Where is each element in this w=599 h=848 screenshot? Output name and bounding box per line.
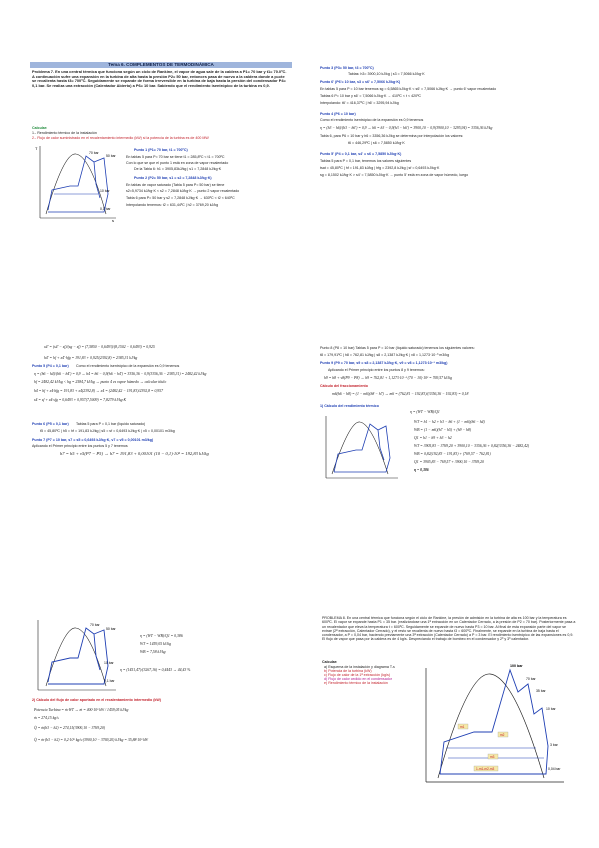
fraction-heading: Cálculo del fraccionamiento (320, 384, 368, 388)
heat-flow-heading: 2) Cálculo del flujo de calor aportado en el recalentamiento intermedio (kW) (32, 698, 161, 702)
point-6-heading: Punto 6 (P5 = 0,1 bar) (32, 422, 69, 426)
equation-4: s4 = sf + x4·sfg = 0,6493 + 0,957(7,5009) = 7,8279 kJ/kg·K (34, 398, 127, 402)
slide-problem-7-statement (30, 62, 292, 272)
point-5-heading: Punto 5 (P4 = 0,1 bar) (32, 364, 69, 368)
label-m2: m2 (500, 733, 505, 737)
label-m3: m3 (490, 755, 495, 759)
point-3-line-a: Tablas: h3= 3900,10 kJ/kg | s3 = 7,5066 kJ/kg·K (348, 72, 425, 76)
question-e: e) Rendimiento térmico de la instalación (324, 681, 388, 685)
point-7-line-a: Aplicando el Primer principio entre los puntos 5 y 7 tenemos (32, 444, 128, 448)
diagram-label-50bar: 50 bar (106, 154, 116, 158)
slide-points-4-7 (30, 338, 292, 548)
point-2-heading: Punto 2 (P2= 50 bar, s1 = s2 = 7,2848 kJ/kg·K) (134, 176, 212, 180)
point-2-line-a: En tablas de vapor saturado (Tabla 5 para P= 50 bar) se tiene (126, 183, 225, 187)
slide-points-3-6 (318, 62, 580, 272)
diagram-label-70bar: 70 bar (90, 623, 100, 627)
efficiency-line: η = 0,386 (414, 468, 429, 472)
efficiency-line: WT = 3905,83 − 3769,20 + 3900,10 − 3356,36 + 0,82(3356,36 − 2482,42) (414, 444, 530, 448)
problem-8-ts-diagram (418, 662, 566, 792)
point-3-heading: Punto 3 (P3= 50 bar, t3 = 700ºC) (320, 66, 374, 70)
point-2-line-c: Tabla 6 para P= 50 bar y s2 = 7,2848 kJ/kg·K → 630ºC < t2 < 640ºC (126, 196, 235, 200)
point-8-line-a: t8 = 179,91ºC | h8 = 762,81 kJ/kg | s8 = 2,1387 kJ/kg·K | v8 = 1,1273·10⁻³ m3/kg (320, 353, 450, 357)
point-5p-heading: Punto 5' (P4 = 0,1 bar, s4' = s6 = 7,5850 kJ/kg·K) (320, 152, 402, 156)
heat-line: WB = 7,58 kJ/kg (140, 650, 166, 654)
diagram-label-3bar: 3 bar (550, 743, 558, 747)
axis-s-label: s (112, 218, 114, 223)
point-2-line-b: s2=5,9734 kJ/kg·K < s2 = 7,2848 kJ/kg·K → punto 2 vapor recalentado (126, 189, 240, 193)
question-c: c) Flujo de calor de la 1ª extracción (kg/s) (324, 673, 391, 677)
diagram-label-50bar: 50 bar (106, 627, 116, 631)
diagram-label-01bar: 0,1 bar (100, 207, 111, 211)
point-4-line-c: t6 = 446,29ºC | s6 = 7,5850 kJ/kg·K (348, 141, 405, 145)
slide-problem-8-statement (318, 614, 580, 824)
diagram-label-70bar: 70 bar (89, 151, 99, 155)
diagram-label-004bar: 0,04 bar (548, 767, 561, 771)
point-6p-line-a: En tablas 5 para P = 10 bar tenemos sg = 6,5865 kJ/kg·K < s6' = 7,5066 kJ/kg·K → punto 6' vapor recalentado (320, 87, 497, 91)
point-6p-line-c: Interpolando: t6' = 416,37ºC | h6' = 3295,94 kJ/kg (320, 101, 399, 105)
diagram-label-70bar: 70 bar (526, 677, 536, 681)
label-m1: m1 (460, 725, 465, 729)
point-4-line-a: Como el rendimiento isentrópico de la expansión es 0,9 tenemos (320, 118, 424, 122)
diagram-label-10bar: 10 bar (100, 189, 110, 193)
question-d: d) Flujo de calor cedido en el condensador (324, 677, 392, 681)
point-1-line-b: Con lo que se que el punto 1 está en zona de vapor recalentado (126, 161, 229, 165)
reheat-ts-diagram (34, 618, 118, 694)
slide-points-8-9-efficiency (318, 338, 580, 548)
point-4-heading: Punto 4 (P6 = 10 bar) (320, 112, 356, 116)
point-4-line-b: Tabla 6, para P6 = 10 bar y h6 = 3356,36 kJ/kg se determina por interpolación los valores: (320, 134, 464, 138)
problem-8-statement: PROBLEMA 8. En una central térmica que funciona según el ciclo de Rankine, la presión de admisión en la turbina de alta es 100 bar y la temperatura es 600ºC. El vapor se expande hasta P1 = 35 bar. (realizándose una 1ª extracción en un Calentador Cerrado, a la presión de P2 = 70 bar). Posteriormente pasa a un recalentador que eleva la temperatura t = 600ºC. Seguidamente se expande de nuevo hasta P3 = 10 bar. Al final de esta expansión parte del vapor se extrae (2ª extracción, Calentador Cerrado), y el resto se recalienta de nuevo hasta t3 = 600ºC. Finalmente, se expande en la turbina de baja hasta el condensador, a P = 0,04 bar, haciendo previamente una 3ª extracción (Calentador Cerrado) a P = 3 bar. El rendimiento isentrópico de las expansiones es 0,9. El flujo de vapor que pasa por la caldera es de 4 kg/s. Despreciando el trabajo de bombeo en el condensador y 2º y 3º calentador. (322, 616, 576, 642)
heat-line: WT = 1459,05 kJ/kg (140, 642, 171, 646)
calcular-label: Calcular: (322, 660, 338, 664)
label-remaining: 1-m1-m2-m3 (476, 767, 495, 771)
question-2: 2.- Flujo de calor suministrado en el recalentamiento intermedio (kW) si la potencia de la turbina es de 400 MW (32, 136, 209, 140)
calcular-label: Calcular: (32, 126, 48, 130)
rankine-ts-diagram (34, 144, 118, 222)
equation-2: hf = 2482,42 kJ/kg < hg = 2584,7 kJ/kg → punto 4 es vapor húmedo → calcular título (34, 380, 167, 384)
heat-flow-line-c: Q̇ = ṁ(h3 − h2) = 274,15(3900,10 − 3769,20) (34, 726, 106, 730)
point-6p-heading: Punto 6' (P6'= 10 bar, s3 = s6' = 7,5066 kJ/kg·K) (320, 80, 401, 84)
problem-statement: Problema 7. En una central térmica que funciona según un ciclo de Rankine, el vapor de agua sale de la caldera a P1= 70 bar y t1= 70.0ºC. A continuación sufre una expansión en la turbina de alta hasta la presión P2= 50 bar, entonces pasa de nuevo a la caldera donde a p=cte se recalienta hasta t3= 700ºC. Seguidamente se expande de forma irreversible en la turbina de baja hasta la presión del condensador P4= 0,1 bar. Se realiza una extracción (Calentador Abierto) a P6= 10 bar. Sabiendo que el rendimiento isentrópico de la turbina es 0,9. (32, 69, 287, 88)
point-5p-line-c: sg = 8,1502 kJ/kg·K > s4' = 7,5850 kJ/kg·K → punto 5' está en zona de vapor húmedo, luego (320, 173, 469, 177)
point-1-heading: Punto 1 (P1= 70 bar, t1 = 700ºC) (134, 148, 188, 152)
point-4-equation: η = (h3 − h6)/(h3 − h6') = 0,9 → h6 = h3 − 0,9(h3 − h6') = 3900,10 − 0,9(3900,10 − 3295,94) = 3356,36 kJ/kg (320, 126, 493, 130)
slide-heat-flow (30, 614, 292, 824)
question-a: a) Esquema de la instalación y diagrama T-s (324, 665, 395, 669)
efficiency-line: WB = (1 − m6)(h7 − h5) + (h9 − h8) (414, 428, 472, 432)
diagram-label-10bar: 10 bar (546, 707, 556, 711)
point-9-line-a: Aplicando el Primer principio entre los puntos 8 y 9 tenemos: (328, 368, 425, 372)
point-9-equation: h9 = h8 + v8(P9 − P8) → h9 = 762,81 + 1,1273·10⁻³ (70 − 10)·10² = 769,57 kJ/kg (324, 376, 452, 380)
point-5p-line-b: tsat = 45,80ºC | hf = 191,83 kJ/kg | hfg = 2392,8 kJ/kg | sf = 0,6493 kJ/kg·K (320, 166, 440, 170)
efficiency-equation: η = (WT − WB)/Q1 (410, 410, 440, 414)
diagram-label-10bar: 10 bar (104, 661, 114, 665)
efficiency-line: Q1 = h1 − h9 + h3 − h2 (414, 436, 452, 440)
point-1-line-c: De la Tabla 6: h1 = 3905,83kJ/kg | s1 = 7,2848 kJ/kg·K (134, 167, 222, 171)
slide-title: Tema 6. COMPLEMENTOS DE TERMODINÁMICA (30, 62, 292, 68)
question-1: 1.- Rendimiento térmico de la instalación (32, 131, 97, 135)
efficiency-heading: 1) Cálculo del rendimiento térmico (320, 404, 379, 408)
question-b: b) Potencia de la turbina (kW) (324, 669, 372, 673)
diagram-label-35bar: 35 bar (536, 689, 546, 693)
diagram-label-01bar: 0,1 bar (104, 679, 115, 683)
diagram-label-100bar: 100 bar (510, 664, 523, 668)
efficiency-line: WB = 0,82(192,83 − 191,83) + (769,57 − 762,81) (414, 452, 491, 456)
point-8-heading: Punto 8 (P8 = 10 bar) Tablas 5 para P = 10 bar (líquido saturado) tenemos los siguientes valores: (320, 346, 475, 350)
equation-1: η = (h6 − h4)/(h6 − h4') = 0,9 → h4 = h6 − 0,9(h6 − h4') = 3356,36 − 0,9(3356,36 − 2385,31) = 2482,42 kJ/kg (34, 372, 207, 376)
efficiency-line: Q1 = 3905,83 − 769,57 + 3900,10 − 3769,20 (414, 460, 484, 464)
heat-line: η = (WT − WB)/Q1 = 0,386 (140, 634, 183, 638)
point-2-line-d: Interpolando tenemos: t2 = 631,44ºC | h2 = 3769,20 kJ/kg (126, 203, 219, 207)
heat-flow-line-b: ṁ = 274,15 kg/s (34, 716, 59, 720)
enthalpy-equation: h4' = hf + x4'·hfg = 191,83 + 0,925(2392,8) = 2385,31 kJ/kg (44, 356, 138, 360)
point-5p-line-a: Tablas 5 para P = 0,1 bar, tenemos los valores siguientes (320, 159, 412, 163)
point-7-equation: h7 = h5 + v5(P7 − P5) → h7 = 191,83 + 0,00101 (10 − 0,1)·10² = 192,83 kJ/kg (60, 451, 209, 456)
point-7-heading: Punto 7 (P7 = 10 bar, s7 = s5 = 0,6493 kJ/kg·K, v7 = v5 = 0,00101 m3/kg) (32, 438, 154, 442)
eta-equation: η = (1451,47)/(3267,16) = 0,4443 → 44,43 % (120, 668, 191, 672)
point-6-line-b: t5 = 45,80ºC | h5 = hf = 191,83 kJ/kg | s5 = sf = 0,6493 kJ/kg·K | v5 = 0,00101 m3/kg (40, 429, 175, 433)
efficiency-line: WT = h1 − h2 + h3 − h6 + (1 − m6)(h6 − h4) (414, 420, 485, 424)
heat-flow-line-a: Potencia Turbina = ṁ·WT → ṁ = 400·10³ kW / 1459,05 kJ/kg (34, 708, 129, 712)
point-6p-line-b: Tablas 6 P= 10 bar y s6' = 7,5066 kJ/kg·K → 410ºC < t < 420ºC (320, 94, 421, 98)
equation-3: h4 = hf + x4·hfg = 191,83 + x4(2392,8) → x4 = (2482,42 − 191,83)/2392,8 = 0,957 (34, 389, 163, 393)
point-5-line-a: Como el rendimiento isentrópico de la expansión es 0,9 tenemos (76, 364, 180, 368)
point-1-line-a: En tablas 5 para P= 70 bar se tiene t1 = 285,8ºC < t1 = 700ºC (126, 155, 225, 159)
quality-equation: x4' = (s4' − sf)/(sg − sf) = (7,5850 − 0,6493)/(8,1502 − 0,6493) = 0,925 (44, 345, 155, 349)
axis-t-label: T (35, 146, 38, 151)
efficiency-ts-diagram (322, 414, 400, 482)
point-9-heading: Punto 9 (P9 = 70 bar, s9 = s8 = 2,1387 kJ/kg·K, v9 = v8 = 1,1273·10⁻³ m3/kg) (320, 361, 448, 365)
fraction-equation: m6(h6 − h8) = (1 − m6)(h8 − h7) → m6 = (762,81 − 192,83)/(3356,36 − 192,83) = 0,18 (332, 392, 469, 396)
heat-flow-line-d: Q̇ = ṁ·(h3 − h2) = 0,2·10⁵ kg/s·(3900,10 − 3769,20) kJ/kg = 35,88·10³ kW (34, 738, 149, 742)
point-6-line-a: Tablas 5 para P = 0,1 bar (líquido saturado) (76, 422, 146, 426)
